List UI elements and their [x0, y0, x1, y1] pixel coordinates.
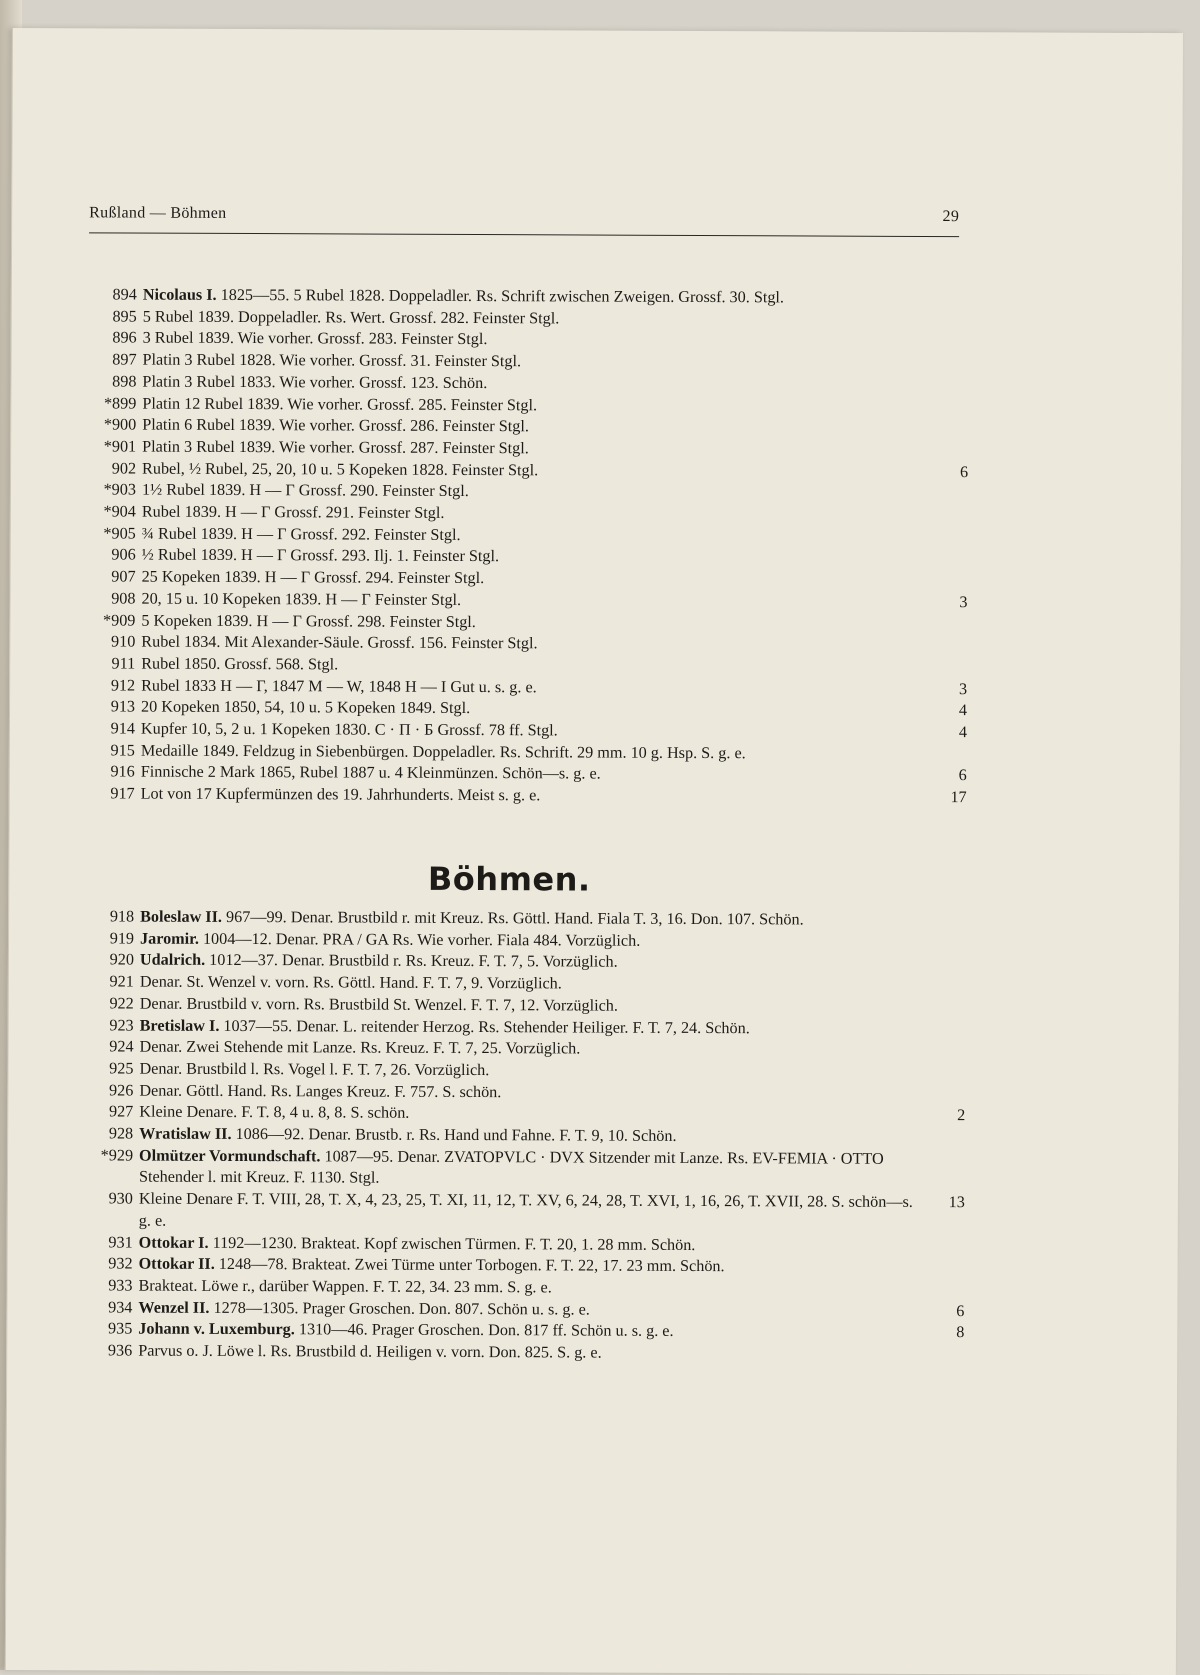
lot-number: 926 — [109, 1081, 134, 1100]
lot-number: 933 — [108, 1276, 133, 1295]
lot-number: 935 — [108, 1319, 133, 1338]
lot-number: 913 — [110, 697, 136, 716]
lot-description — [139, 1145, 929, 1192]
lot-estimate — [932, 418, 968, 440]
lot-number: 930 — [108, 1189, 133, 1208]
lot-number: 897 — [112, 350, 137, 369]
lot-number: 896 — [112, 328, 137, 347]
lot-row — [85, 1145, 965, 1192]
lot-text: Platin 12 Rubel 1839. Wie vorher. Grossf. 285. Feinster Stgl. — [142, 394, 538, 414]
ruler-name: Udalrich. — [139, 950, 206, 970]
ruler-name: Boleslaw II. — [140, 907, 223, 926]
lot-text: 1086—92. Denar. Brustb. r. Rs. Hand und Fahne. F. T. 9, 10. Schön. — [235, 1125, 677, 1145]
lot-text: ¾ Rubel 1839. H — Г Grossf. 292. Feinster Stgl. — [141, 524, 461, 544]
lot-text: Denar. Brustbild l. Rs. Vogel l. F. T. 7, 26. Vorzüglich. — [139, 1059, 490, 1080]
lot-number: 911 — [111, 654, 136, 673]
lot-text: 1087—95. Denar. ZVATOPVLC · DVX Sitzender mit Lanze. Rs. EV-FEMIA · OTTO Stehender l. mit Kreuz. F. 1130. Stgl. — [138, 1147, 884, 1188]
lot-estimate: 2 — [957, 1106, 966, 1125]
lot-estimate — [930, 1019, 966, 1041]
ruler-name: Ottokar I. — [138, 1233, 209, 1252]
lot-description — [139, 1189, 929, 1236]
lot-text: Kleine Denare. F. T. 8, 4 u. 8, 8. S. schön. — [139, 1102, 410, 1123]
lot-number: 915 — [110, 741, 135, 760]
lot-number: 936 — [107, 1341, 133, 1360]
ruler-name: Olmützer Vormundschaft. — [139, 1146, 321, 1166]
lot-number: *909 — [103, 610, 136, 630]
ruler-name: Wenzel II. — [138, 1298, 210, 1317]
ruler-name: Nicolaus I. — [142, 285, 217, 304]
lot-text: Platin 3 Rubel 1828. Wie vorher. Grossf. 31. Feinster Stgl. — [142, 350, 522, 371]
lot-list-russia — [87, 284, 969, 809]
lot-estimate — [932, 548, 968, 570]
lot-row — [84, 1340, 964, 1366]
lot-text: Denar. Göttl. Hand. Rs. Langes Kreuz. F. 757. S. schön. — [139, 1081, 502, 1101]
lot-estimate — [929, 1236, 965, 1258]
lot-text: Lot von 17 Kupfermünzen des 19. Jahrhunderts. Meist s. g. e. — [140, 784, 541, 805]
lot-estimate: 13 — [948, 1193, 965, 1212]
lot-list-bohemia — [84, 906, 966, 1366]
lot-text: Kupfer 10, 5, 2 u. 1 Kopeken 1830. C · П · Б Grossf. 78 ff. Stgl. — [140, 719, 558, 740]
lot-number: 924 — [109, 1037, 134, 1056]
page-number: 29 — [942, 208, 960, 226]
lot-number: 907 — [111, 567, 136, 586]
lot-text: 1012—37. Denar. Brustbild r. Rs. Kreuz. F. T. 7, 5. Vorzüglich. — [209, 951, 618, 972]
lot-number: 910 — [111, 632, 136, 651]
lot-number: 925 — [109, 1059, 134, 1078]
lot-number: 927 — [108, 1102, 134, 1121]
lot-number: 917 — [110, 784, 135, 803]
lot-text: 1192—1230. Brakteat. Kopf zwischen Türmen. F. T. 20, 1. 28 mm. Schön. — [212, 1233, 696, 1254]
lot-text: 1278—1305. Prager Groschen. Don. 807. Schön u. s. g. e. — [213, 1298, 590, 1319]
lot-estimate — [933, 331, 969, 353]
lot-number: 919 — [109, 929, 135, 948]
lot-estimate — [932, 505, 968, 527]
lot-estimate — [928, 1279, 964, 1301]
lot-text: Rubel 1833 H — Г, 1847 M — W, 1848 H — I Gut u. s. g. e. — [141, 676, 537, 696]
lot-estimate: 3 — [959, 592, 968, 612]
lot-estimate: 4 — [958, 701, 968, 720]
lot-estimate — [931, 614, 967, 636]
lot-number: *904 — [103, 502, 136, 521]
lot-text: Denar. St. Wenzel v. vorn. Rs. Göttl. Hand. F. T. 7, 9. Vorzüglich. — [139, 972, 562, 993]
lot-number: *900 — [103, 415, 137, 434]
lot-estimate — [928, 1344, 964, 1366]
lot-number: 918 — [109, 907, 135, 926]
lot-text: Medaille 1849. Feldzug in Siebenbürgen. Doppeladler. Rs. Schrift. 29 mm. 10 g. Hsp. S. g. e. — [140, 741, 746, 762]
lot-number: *899 — [103, 393, 137, 413]
lot-estimate — [931, 657, 967, 679]
lot-estimate — [930, 975, 966, 997]
lot-number: 902 — [111, 459, 137, 478]
lot-estimate — [930, 953, 966, 975]
lot-number: *929 — [100, 1146, 134, 1165]
lot-estimate: 8 — [956, 1323, 965, 1342]
lot-estimate: 6 — [959, 462, 969, 481]
lot-estimate — [930, 910, 966, 932]
lot-description — [141, 784, 931, 809]
lot-estimate — [931, 635, 967, 657]
lot-text: 5 Kopeken 1839. H — Г Grossf. 298. Feinster Stgl. — [141, 611, 476, 631]
lot-estimate — [932, 375, 968, 397]
lot-text: 3 Rubel 1839. Wie vorher. Grossf. 283. Feinster Stgl. — [142, 328, 488, 349]
lot-estimate — [929, 1062, 965, 1084]
lot-number: 931 — [108, 1232, 133, 1252]
lot-number: 916 — [110, 762, 135, 782]
lot-number: 921 — [109, 972, 134, 991]
lot-estimate — [930, 932, 966, 954]
lot-estimate — [932, 397, 968, 419]
lot-estimate — [932, 353, 968, 375]
lot-text: Brakteat. Löwe r., darüber Wappen. F. T. 22, 34. 23 mm. S. g. e. — [138, 1276, 552, 1297]
lot-estimate — [929, 1084, 965, 1106]
lot-text: Platin 3 Rubel 1833. Wie vorher. Grossf. 123. Schön. — [142, 372, 488, 392]
lot-row — [85, 1188, 965, 1235]
lot-number: 934 — [108, 1298, 133, 1317]
lot-number: 912 — [110, 676, 136, 695]
lot-text: 967—99. Denar. Brustbild r. mit Kreuz. Rs. Göttl. Hand. Fiala T. 3, 16. Don. 107. Schön. — [225, 907, 804, 929]
lot-number: 908 — [111, 589, 136, 608]
lot-text: 1825—55. 5 Rubel 1828. Doppeladler. Rs. Schrift zwischen Zweigen. Grossf. 30. Stgl. — [220, 285, 785, 307]
lot-number: *905 — [103, 524, 136, 543]
lot-text: 1248—78. Brakteat. Zwei Türme unter Torbogen. F. T. 22, 17. 23 mm. Schön. — [218, 1255, 725, 1276]
running-header — [89, 204, 959, 226]
lot-text: ½ Rubel 1839. H — Г Grossf. 293. Ilj. 1. Feinster Stgl. — [141, 546, 500, 566]
lot-number: *901 — [103, 437, 137, 456]
ruler-name: Jaromir. — [139, 929, 199, 948]
lot-text: Platin 3 Rubel 1839. Wie vorher. Grossf. 287. Feinster Stgl. — [142, 437, 529, 458]
lot-number: 898 — [112, 372, 137, 391]
lot-text: Rubel 1839. H — Г Grossf. 291. Feinster Stgl. — [141, 502, 445, 522]
lot-text: Rubel 1850. Grossf. 568. Stgl. — [141, 654, 339, 674]
lot-number: 906 — [111, 545, 136, 564]
lot-number: 928 — [108, 1124, 134, 1143]
lot-number: *903 — [103, 480, 137, 499]
lot-estimate: 6 — [958, 766, 967, 785]
lot-text: 25 Kopeken 1839. H — Г Grossf. 294. Feinster Stgl. — [141, 567, 485, 588]
lot-text: Parvus o. J. Löwe l. Rs. Brustbild d. Heiligen v. vorn. Don. 825. S. g. e. — [138, 1341, 602, 1362]
header-rule — [89, 232, 959, 237]
lot-text: 20 Kopeken 1850, 54, 10 u. 5 Kopeken 1849. Stgl. — [140, 697, 471, 718]
lot-estimate — [929, 1257, 965, 1279]
lot-estimate — [932, 527, 968, 549]
lot-estimate — [929, 1149, 965, 1193]
lot-text: Kleine Denare F. T. VIII, 28, T. X, 4, 23, 25, T. XI, 11, 12, T. XV, 6, 24, 28, T. XVI, 1, 16, 26, T. XVII, 28. S. schön—s. g. e. — [138, 1189, 913, 1230]
lot-estimate — [933, 288, 969, 310]
catalog-page — [5, 28, 1183, 1675]
lot-estimate — [932, 483, 968, 505]
lot-text: 20, 15 u. 10 Kopeken 1839. H — Г Feinster Stgl. — [141, 589, 462, 609]
lot-estimate — [930, 997, 966, 1019]
lot-text: Rubel 1834. Mit Alexander-Säule. Grossf. 156. Feinster Stgl. — [141, 632, 538, 653]
lot-number: 914 — [110, 719, 135, 738]
lot-estimate: 4 — [958, 723, 967, 742]
lot-row — [87, 784, 967, 810]
lot-number: 894 — [112, 285, 137, 304]
ruler-name: Ottokar II. — [138, 1254, 215, 1274]
lot-number: 922 — [109, 994, 134, 1013]
lot-text: Platin 6 Rubel 1839. Wie vorher. Grossf. 286. Feinster Stgl. — [142, 415, 529, 436]
lot-text: 1310—46. Prager Groschen. Don. 817 ff. Schön u. s. g. e. — [298, 1320, 674, 1341]
lot-number: 923 — [109, 1015, 134, 1035]
lot-estimate — [933, 310, 969, 332]
lot-estimate — [931, 744, 967, 766]
lot-estimate — [932, 570, 968, 592]
lot-text: Rubel, ½ Rubel, 25, 20, 10 u. 5 Kopeken 1828. Feinster Stgl. — [142, 459, 539, 479]
lot-estimate: 17 — [950, 788, 967, 807]
lot-text: Denar. Zwei Stehende mit Lanze. Rs. Kreuz. F. T. 7, 25. Vorzüglich. — [139, 1037, 581, 1058]
lot-text: 5 Rubel 1839. Doppeladler. Rs. Wert. Grossf. 282. Feinster Stgl. — [142, 307, 560, 328]
lot-text: 1½ Rubel 1839. H — Г Grossf. 290. Feinster Stgl. — [141, 480, 469, 501]
ruler-name: Wratislaw II. — [139, 1124, 232, 1143]
lot-estimate: 6 — [956, 1301, 965, 1320]
lot-estimate — [929, 1040, 965, 1062]
lot-number: 932 — [108, 1254, 133, 1273]
lot-text: 1004—12. Denar. PRA / GA Rs. Wie vorher. Fiala 484. Vorzüglich. — [202, 929, 641, 950]
lot-number: 920 — [109, 950, 134, 969]
header-title: Rußland — Böhmen — [89, 204, 227, 222]
lot-estimate — [932, 440, 968, 462]
section-title: Böhmen. — [427, 859, 591, 899]
lot-description — [138, 1341, 928, 1366]
ruler-name: Johann v. Luxemburg. — [138, 1319, 295, 1339]
lot-number: 895 — [112, 307, 137, 326]
lot-text: Finnische 2 Mark 1865, Rubel 1887 u. 4 Kleinmünzen. Schön—s. g. e. — [140, 763, 601, 784]
ruler-name: Bretislaw I. — [139, 1016, 220, 1035]
lot-text: 1037—55. Denar. L. reitender Herzog. Rs. Stehender Heiliger. F. T. 7, 24. Schön. — [223, 1016, 750, 1037]
lot-estimate — [929, 1127, 965, 1149]
lot-estimate: 3 — [958, 679, 968, 698]
lot-text: Denar. Brustbild v. vorn. Rs. Brustbild St. Wenzel. F. T. 7, 12. Vorzüglich. — [139, 994, 618, 1015]
